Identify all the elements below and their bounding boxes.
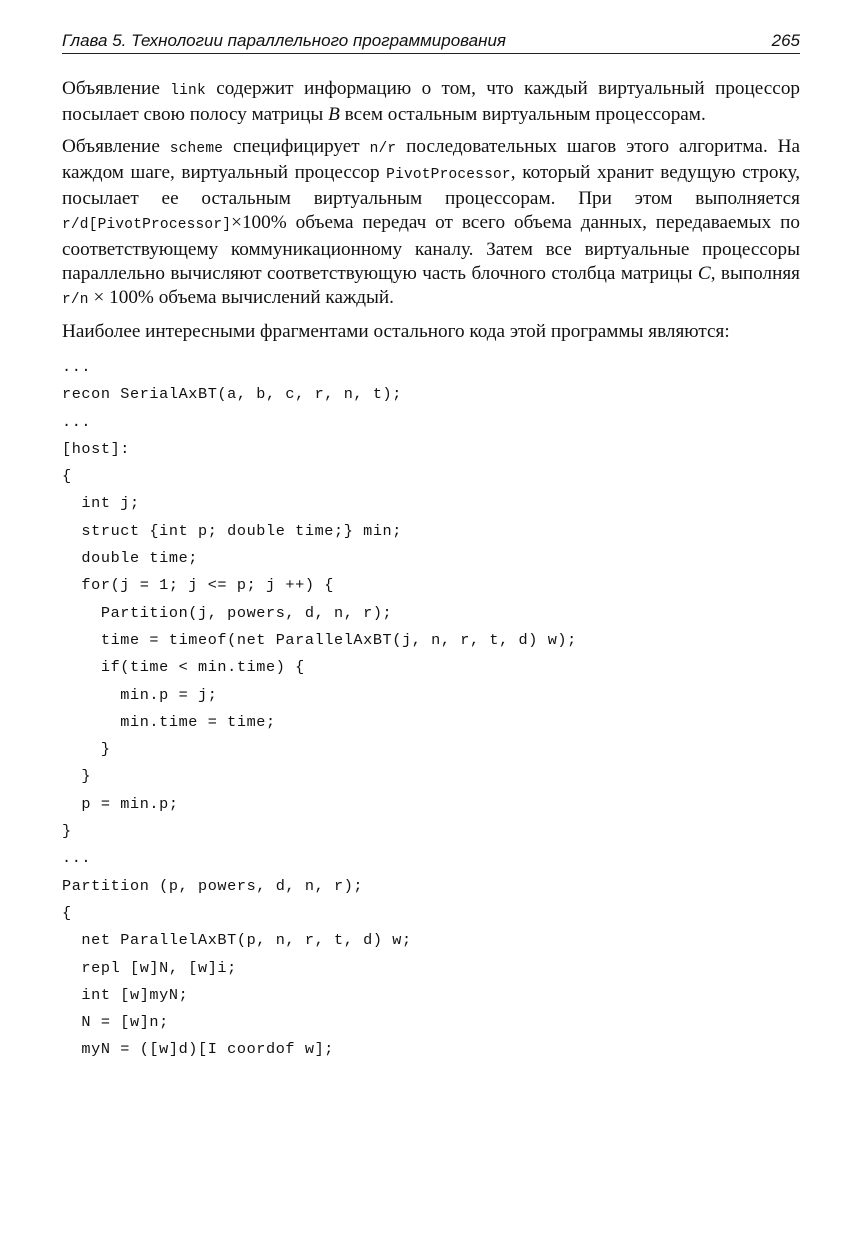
code-line: {: [62, 467, 72, 486]
code-line: {: [62, 903, 72, 922]
inline-code: scheme: [169, 140, 224, 157]
code-line: time = timeof(net ParallelAxBT(j, n, r, t, d) w);: [62, 630, 577, 649]
code-line: if(time < min.time) {: [62, 658, 305, 677]
code-line: min.time = time;: [62, 712, 276, 731]
inline-code: r/n: [62, 292, 89, 309]
code-line: min.p = j;: [62, 685, 218, 704]
text-run: Объявление: [62, 135, 170, 157]
code-line: Partition (p, powers, d, n, r);: [62, 876, 364, 895]
code-line: }: [62, 767, 92, 786]
code-line: N = [w]n;: [62, 1013, 169, 1032]
math-variable: B: [328, 104, 340, 126]
code-line: ...: [62, 412, 92, 431]
code-listing: [62, 354, 800, 1064]
text-run: , выполняя: [710, 263, 800, 285]
code-line: double time;: [62, 549, 198, 568]
code-line: struct {int p; double time;} min;: [62, 521, 402, 540]
code-line: int j;: [62, 494, 140, 513]
text-run: ×100% объема передач от всего объема данных, передаваемых по соответствующему коммуникационному каналу. Затем все виртуальные процессоры параллельно вычисляют соответствующую часть блочного столбца матрицы: [62, 212, 800, 285]
code-line: ...: [62, 357, 92, 376]
text-run: Объявление: [62, 78, 171, 99]
text-run: , который хранит ведущую строку, посылает ее остальным виртуальным процессорам. При этом выполняется: [62, 161, 800, 210]
chapter-title: Глава 5. Технологии параллельного программирования: [62, 31, 507, 50]
code-line: }: [62, 822, 72, 841]
code-line: recon SerialAxBT(a, b, c, r, n, t);: [62, 385, 402, 404]
code-line: net ParallelAxBT(p, n, r, t, d) w;: [62, 931, 412, 950]
running-head: [62, 30, 800, 54]
inline-code: r/d[PivotProcessor]: [62, 217, 232, 234]
code-line: p = min.p;: [62, 794, 179, 813]
text-run: последовательных шагов этого алгоритма. На каждом шаге, виртуальный процессор: [62, 135, 800, 183]
inline-code: PivotProcessor: [386, 166, 511, 183]
paragraph-code-intro: Наиболее интересными фрагментами остального кода этой программы являются:: [62, 320, 730, 342]
code-line: myN = ([w]d)[I coordof w];: [62, 1040, 334, 1059]
inline-code: link: [170, 83, 206, 99]
code-line: int [w]myN;: [62, 985, 189, 1004]
code-line: for(j = 1; j <= p; j ++) {: [62, 576, 334, 595]
text-run: × 100% объема вычислений каждый.: [88, 287, 394, 309]
text-run: специфицирует: [223, 135, 370, 157]
text-run: содержит информацию о том, что каждый виртуальный процессор посылает свою полосу матрицы: [62, 78, 801, 126]
code-line: ...: [62, 849, 92, 868]
inline-code: n/r: [369, 140, 397, 157]
paragraph-scheme-declaration: [62, 135, 800, 313]
code-line: }: [62, 740, 111, 759]
math-variable: C: [697, 263, 711, 285]
text-run: всем остальным виртуальным процессорам.: [339, 104, 706, 126]
code-line: repl [w]N, [w]i;: [62, 958, 237, 977]
paragraph-link-declaration: [62, 77, 800, 128]
page-number: 265: [771, 31, 800, 50]
code-line: [host]:: [62, 439, 130, 458]
book-page: [62, 30, 800, 1064]
code-line: Partition(j, powers, d, n, r);: [62, 603, 393, 622]
